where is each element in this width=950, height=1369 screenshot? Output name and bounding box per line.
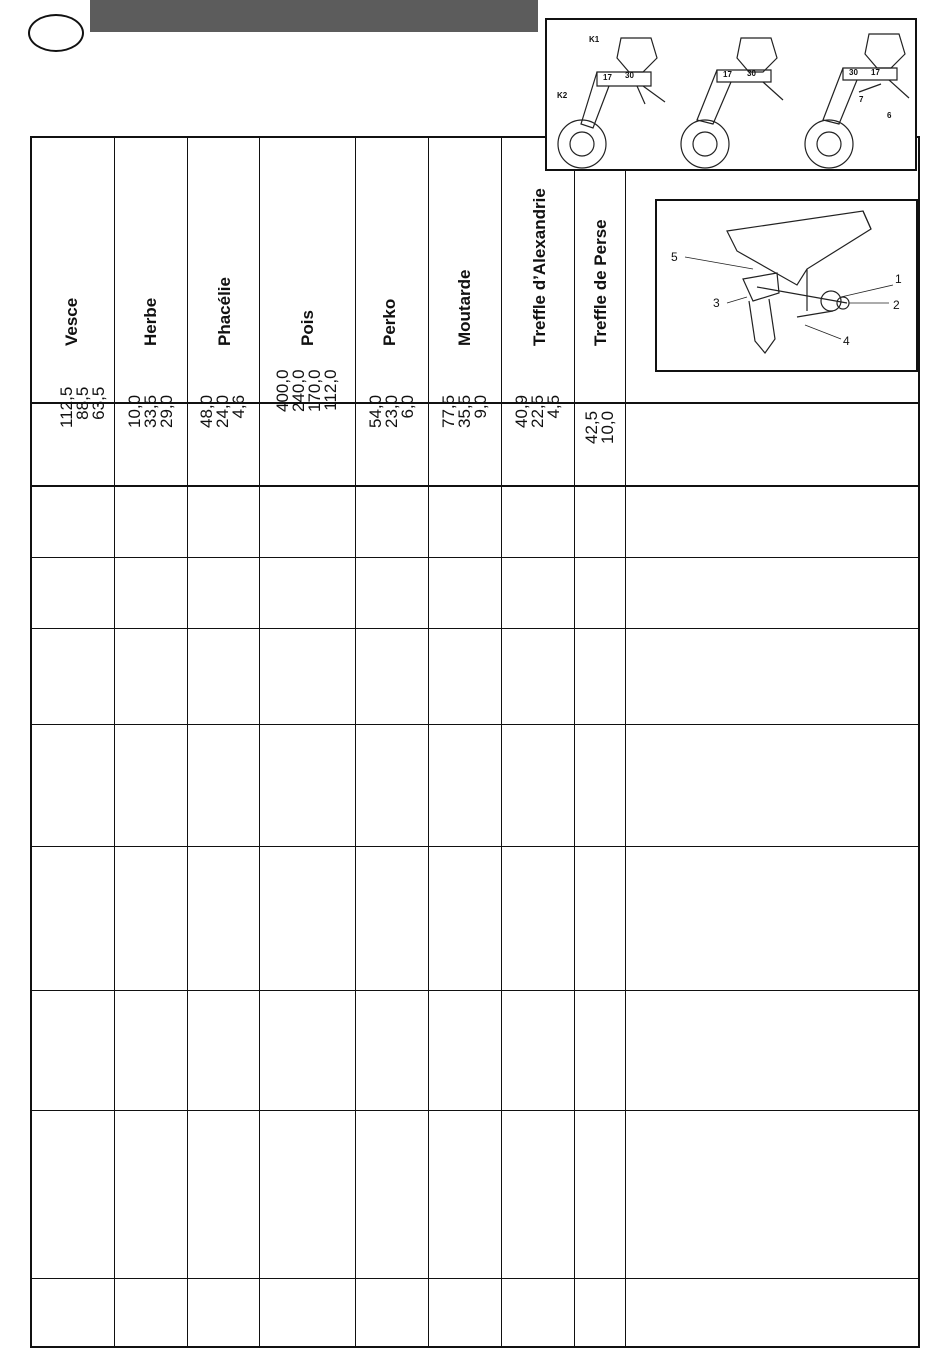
seed-drive-detail-illustration [655,199,918,372]
row-divider [30,485,920,487]
arm-label-k2: K2 [557,91,568,100]
column-header-label: Treffle de Perse [591,219,610,346]
column-divider [574,136,575,1348]
seed-values-text: 77,5 35,5 9,0 [439,394,490,428]
language-badge [28,14,84,52]
column-divider [501,136,502,1348]
column-divider [428,136,429,1348]
column-divider [625,136,626,1348]
column-header-label: Phacélie [215,277,234,346]
column-header-label: Herbe [141,297,160,346]
part-label-5: 5 [671,250,678,264]
arm-label-k1: K1 [589,35,600,44]
seed-values-text: 10,0 33,5 29,0 [125,394,176,428]
row-divider [30,628,920,629]
column-divider [187,136,188,1348]
seed-values-text: 54,0 23,0 6,0 [366,394,417,428]
column-header-label: Treffle d’Alexandrie [530,188,549,346]
column-header-label: Perko [380,298,399,346]
part-label-3: 3 [713,296,720,310]
hole-label-30: 30 [849,68,858,77]
column-divider [259,136,260,1348]
hole-label-30: 30 [747,69,756,78]
row-divider [30,557,920,558]
part-label-2: 2 [893,298,900,312]
row-divider [30,990,920,991]
hole-label-17: 17 [723,70,732,79]
column-divider [114,136,115,1348]
column-header-label: Pois [298,310,317,346]
seed-values-text: 42,5 10,0 [582,410,617,444]
hole-label-17: 17 [871,68,880,77]
seed-values-text: 40,9 22,5 4,5 [512,394,563,428]
part-label-6: 6 [887,111,892,120]
seed-values-text: 400,0 240,0 170,0 112,0 [273,369,340,412]
column-header-label: Moutarde [455,269,474,346]
seed-values-text: 48,0 24,0 4,6 [197,394,248,428]
row-divider [30,846,920,847]
row-divider [30,724,920,725]
hole-label-17: 17 [603,73,612,82]
hole-label-30: 30 [625,71,634,80]
seeder-arm-settings-illustration [545,18,917,171]
seed-values-text: 112,5 88,5 63,5 [57,386,108,428]
row-divider [30,1278,920,1279]
row-divider [30,1110,920,1111]
column-header-label: Vesce [62,297,81,346]
part-label-1: 1 [895,272,902,286]
part-label-4: 4 [843,334,850,348]
header-bar [90,0,538,32]
column-divider [355,136,356,1348]
part-label-7: 7 [859,95,864,104]
